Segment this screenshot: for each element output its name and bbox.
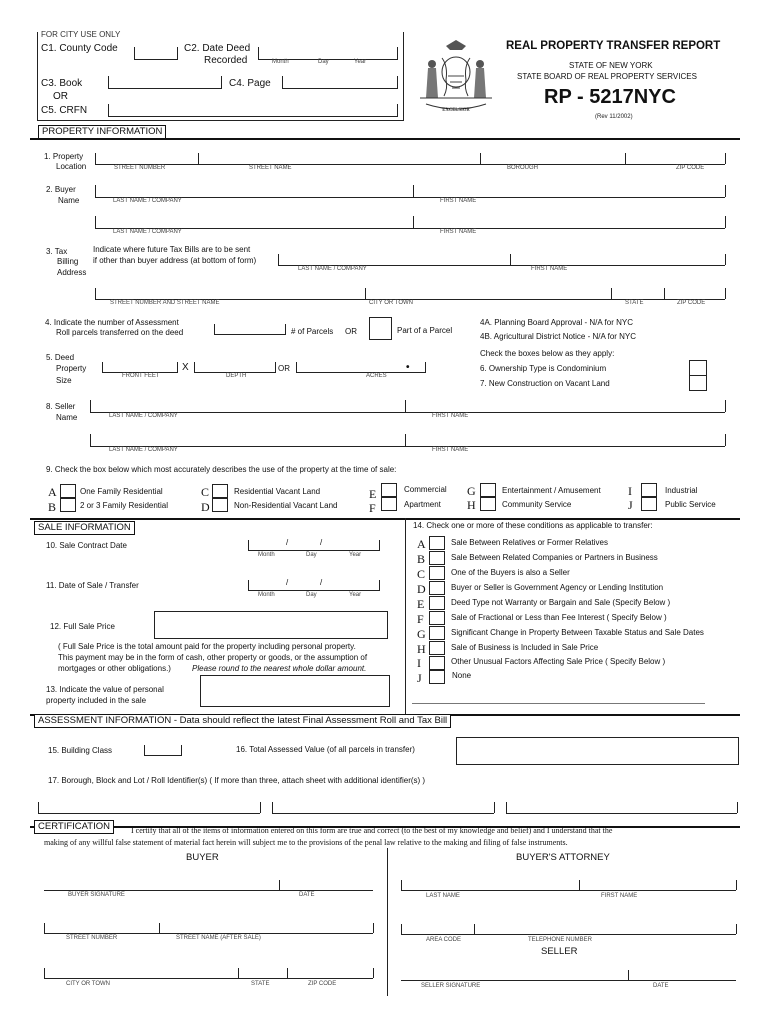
certification-text-1: I certify that all of the items of information entered on this form are true and correct (to the best of my knowledge and belief) and I understand that the (131, 826, 613, 835)
county-code-label: C1. County Code (41, 43, 118, 54)
parcels-count-field[interactable] (214, 324, 286, 335)
use-letter-e: E (369, 487, 377, 501)
seller-date-label: DATE (653, 983, 669, 989)
page-field[interactable] (282, 76, 398, 89)
section-rule (30, 518, 740, 520)
use-label-d: Non-Residential Vacant Land (234, 501, 338, 510)
condition-checkbox-j[interactable] (429, 670, 445, 684)
use-label-e: Commercial (404, 485, 447, 494)
q4b-label: 4B. Agricultural District Notice - N/A for NYC (480, 332, 637, 341)
use-label-j: Public Service (665, 500, 716, 509)
certification-text-2: making of any willful false statement of material fact herein will subject me to the provisions of the penal law relative to the making and filing of false instruments. (44, 838, 568, 847)
use-letter-j: J (628, 498, 633, 512)
q2-label: 2. Buyer (46, 185, 76, 194)
tick (664, 288, 665, 299)
tick (736, 924, 737, 934)
q3-note-1: Indicate where future Tax Bills are to be sent (93, 245, 251, 254)
tick (725, 288, 726, 299)
q5-label: 5. Deed (46, 353, 75, 362)
use-checkbox-i[interactable] (641, 483, 657, 497)
street-number-label: STREET NUMBER (114, 165, 166, 171)
month-label-2: Month (258, 552, 275, 558)
parcels-label: # of Parcels (291, 327, 334, 336)
use-label-a: One Family Residential (80, 487, 163, 496)
q7-label: 7. New Construction on Vacant Land (480, 379, 610, 388)
tick (159, 923, 160, 933)
use-letter-b: B (48, 500, 57, 514)
state-label: STATE (625, 300, 644, 306)
date-label: DATE (299, 892, 315, 898)
tick (287, 968, 288, 978)
last-name-label-4: LAST NAME / COMPANY (109, 413, 178, 419)
tick (238, 968, 239, 978)
buyer-city-line[interactable] (44, 978, 373, 979)
tick (405, 400, 406, 412)
tick (625, 153, 626, 164)
zip-label-2: ZIP CODE (677, 300, 706, 306)
tick (365, 288, 366, 299)
tick (494, 802, 495, 813)
crfn-field[interactable] (108, 104, 398, 117)
q17-label: 17. Borough, Block and Lot / Roll Identifier(s) ( If more than three, attach sheet with additional identifier(s) ) (48, 776, 426, 785)
year-label-3: Year (349, 592, 362, 598)
slash-icon: / (320, 578, 323, 587)
or-label-2: OR (345, 327, 357, 336)
condition-letter-d: D (417, 582, 426, 596)
depth-label: DEPTH (226, 373, 247, 379)
tick (272, 802, 273, 813)
condition-checkbox-a[interactable] (429, 536, 445, 550)
use-checkbox-b[interactable] (60, 498, 76, 512)
condition-letter-h: H (417, 642, 426, 656)
buyer-signature-line[interactable] (44, 890, 373, 891)
condition-checkbox-d[interactable] (429, 581, 445, 595)
tick (401, 924, 402, 934)
condition-label-g: Significant Change in Property Between Taxable Status and Sale Dates (451, 628, 704, 637)
use-checkbox-f[interactable] (381, 497, 397, 511)
section-assessment: ASSESSMENT INFORMATION - Data should reflect the latest Final Assessment Roll and Tax Bill (34, 714, 451, 728)
tick (480, 153, 481, 164)
telephone-label: TELEPHONE NUMBER (528, 937, 593, 943)
use-label-b: 2 or 3 Family Residential (80, 501, 169, 510)
full-sale-price-field[interactable] (154, 611, 388, 639)
condition-label-a: Sale Between Relatives or Former Relatives (451, 538, 608, 547)
section-sale: SALE INFORMATION (34, 521, 135, 535)
tick (198, 153, 199, 164)
q9-label: 9. Check the box below which most accurately describes the use of the property at the time of sale: (46, 465, 397, 474)
condition-label-h: Sale of Business is Included in Sale Price (451, 643, 599, 652)
tick (736, 880, 737, 890)
new-construction-checkbox[interactable] (689, 375, 707, 391)
condition-letter-f: F (417, 612, 424, 626)
q3-label: 3. Tax (46, 247, 68, 256)
tick (611, 288, 612, 299)
tick (279, 880, 280, 890)
slash-icon: / (286, 538, 289, 547)
use-checkbox-g[interactable] (480, 483, 496, 497)
sale-note-2: This payment may be in the form of cash, other property or goods, or the assumption of (58, 653, 368, 662)
condition-letter-g: G (417, 627, 426, 641)
buyer-heading: BUYER (186, 852, 219, 863)
day-label: Day (318, 59, 329, 65)
q1-label: 1. Property (44, 152, 84, 161)
q10-label: 10. Sale Contract Date (46, 541, 127, 550)
county-code-field[interactable] (134, 47, 178, 60)
last-name-label-2: LAST NAME / COMPANY (113, 229, 182, 235)
tick (405, 434, 406, 446)
condition-checkbox-g[interactable] (429, 626, 445, 640)
tick (725, 400, 726, 412)
attorney-heading: BUYER'S ATTORNEY (516, 852, 610, 863)
buyer-name-line-1[interactable] (95, 197, 725, 198)
first-name-label: FIRST NAME (440, 198, 477, 204)
tick (95, 185, 96, 197)
tick (260, 802, 261, 813)
attorney-phone-line[interactable] (401, 934, 736, 935)
zip-label: ZIP CODE (676, 165, 705, 171)
street-name-label: STREET NAME (249, 165, 292, 171)
personal-property-value-field[interactable] (200, 675, 390, 707)
buyer-signature-label: BUYER SIGNATURE (68, 892, 125, 898)
q5-label-c: Size (56, 376, 72, 385)
tick (579, 880, 580, 890)
condition-letter-e: E (417, 597, 425, 611)
tick (737, 802, 738, 813)
decimal-point-icon: • (406, 362, 410, 373)
condition-letter-c: C (417, 567, 426, 581)
zip-label-3: ZIP CODE (308, 981, 337, 987)
board-name: STATE BOARD OF REAL PROPERTY SERVICES (517, 72, 697, 81)
use-label-g: Entertainment / Amusement (502, 486, 601, 495)
q13-label: 13. Indicate the value of personal (46, 685, 164, 694)
tick (401, 880, 402, 890)
q13-label-b: property included in the sale (46, 696, 147, 705)
day-label-2: Day (306, 552, 317, 558)
tick (506, 802, 507, 813)
city-label: CITY OR TOWN (369, 300, 414, 306)
city-label-2: CITY OR TOWN (66, 981, 111, 987)
use-label-f: Apartment (404, 500, 441, 509)
tick (725, 434, 726, 446)
tick (90, 400, 91, 412)
tick (44, 923, 45, 933)
use-letter-i: I (628, 484, 632, 498)
identifier-field-1[interactable] (38, 813, 260, 814)
or-label-3: OR (278, 364, 290, 373)
use-letter-d: D (201, 500, 210, 514)
book-field[interactable] (108, 76, 222, 89)
sale-contract-date-field[interactable] (248, 540, 380, 551)
q2-label-b: Name (58, 196, 80, 205)
buyer-address-line[interactable] (44, 933, 373, 934)
q15-label: 15. Building Class (48, 746, 113, 755)
seal-text: EXCELSIOR (442, 108, 470, 113)
use-label-c: Residential Vacant Land (234, 487, 321, 496)
depth-field[interactable] (194, 362, 276, 373)
or-label: OR (53, 91, 68, 102)
condition-checkbox-f[interactable] (429, 611, 445, 625)
sale-note-3: mortgages or other obligations.) (58, 664, 171, 673)
total-assessed-value-field[interactable] (456, 737, 739, 765)
q11-label: 11. Date of Sale / Transfer (46, 581, 139, 590)
day-label-3: Day (306, 592, 317, 598)
slash-icon: / (320, 538, 323, 547)
first-name-label-3: FIRST NAME (531, 266, 568, 272)
state-label-2: STATE (251, 981, 270, 987)
condition-checkbox-i[interactable] (429, 656, 445, 670)
q4-label-b: Roll parcels transferred on the deed (56, 328, 184, 337)
identifier-field-2[interactable] (272, 813, 494, 814)
tick (413, 216, 414, 228)
use-letter-h: H (467, 498, 476, 512)
use-label-h: Community Service (502, 500, 572, 509)
seller-name-line-1[interactable] (90, 412, 725, 413)
last-name-label-3: LAST NAME / COMPANY (298, 266, 367, 272)
q5-label-b: Property (56, 364, 87, 373)
q12-label: 12. Full Sale Price (50, 622, 115, 631)
q4-label: 4. Indicate the number of Assessment (45, 318, 179, 327)
seller-signature-label: SELLER SIGNATURE (421, 983, 481, 989)
condition-letter-j: J (417, 671, 422, 685)
seller-signature-line[interactable] (401, 980, 736, 981)
condition-letter-i: I (417, 656, 421, 670)
tick (90, 434, 91, 446)
q14-label: 14. Check one or more of these conditions as applicable to transfer: (413, 521, 653, 530)
condominium-checkbox[interactable] (689, 360, 707, 376)
section-certification: CERTIFICATION (34, 820, 114, 834)
identifier-field-3[interactable] (506, 813, 737, 814)
condition-label-i: Other Unusual Factors Affecting Sale Price ( Specify Below ) (451, 657, 666, 666)
tick (278, 254, 279, 265)
q4a-label: 4A. Planning Board Approval - N/A for NYC (480, 318, 633, 327)
last-name-label-5: LAST NAME / COMPANY (109, 447, 178, 453)
page-label: C4. Page (229, 78, 271, 89)
tick (95, 216, 96, 228)
condition-label-d: Buyer or Seller is Government Agency or Lending Institution (451, 583, 664, 592)
use-checkbox-a[interactable] (60, 484, 76, 498)
month-label: Month (272, 59, 289, 65)
tick (95, 288, 96, 299)
condition-label-j: None (452, 671, 472, 680)
tick (38, 802, 39, 813)
tick (725, 153, 726, 164)
part-parcel-checkbox[interactable] (369, 317, 392, 340)
use-letter-c: C (201, 485, 210, 499)
use-label-i: Industrial (665, 486, 698, 495)
tick (373, 968, 374, 978)
use-checkbox-h[interactable] (480, 497, 496, 511)
certification-divider (387, 848, 388, 996)
form-number: RP - 5217NYC (544, 86, 676, 108)
condition-letter-a: A (417, 537, 426, 551)
front-feet-label: FRONT FEET (122, 373, 160, 379)
section-divider (405, 518, 406, 714)
tick (44, 968, 45, 978)
use-checkbox-j[interactable] (641, 497, 657, 511)
condition-letter-b: B (417, 552, 426, 566)
street-num-name-label: STREET NUMBER AND STREET NAME (110, 300, 220, 306)
tick (413, 185, 414, 197)
building-class-field[interactable] (144, 745, 182, 756)
tick (95, 153, 96, 164)
q1-label-b: Location (56, 162, 87, 171)
area-code-label: AREA CODE (426, 937, 462, 943)
tick (474, 924, 475, 934)
crfn-label: C5. CRFN (41, 105, 88, 116)
first-name-label-2: FIRST NAME (440, 229, 477, 235)
q3-label-c: Address (57, 268, 87, 277)
condition-label-f: Sale of Fractional or Less than Fee Interest ( Specify Below ) (451, 613, 667, 622)
specify-line[interactable] (412, 703, 705, 704)
city-use-label: FOR CITY USE ONLY (41, 30, 121, 39)
x-label: X (182, 362, 189, 373)
tick (725, 185, 726, 197)
condition-label-c: One of the Buyers is also a Seller (451, 568, 570, 577)
buyer-name-line-2[interactable] (95, 228, 725, 229)
first-name-label-5: FIRST NAME (432, 447, 469, 453)
condition-checkbox-c[interactable] (429, 566, 445, 580)
month-label-3: Month (258, 592, 275, 598)
tick (628, 970, 629, 980)
state-name: STATE OF NEW YORK (569, 61, 653, 70)
revision: (Rev 11/2002) (595, 114, 633, 120)
date-deed-label: C2. Date Deed (184, 43, 251, 54)
q8-label-b: Name (56, 413, 78, 422)
q8-label: 8. Seller (46, 402, 76, 411)
seller-heading: SELLER (541, 946, 578, 957)
recorded-label: Recorded (204, 55, 248, 66)
attorney-name-line[interactable] (401, 890, 736, 891)
acres-label: ACRES (366, 373, 387, 379)
book-label: C3. Book (41, 78, 83, 89)
q3-label-b: Billing (57, 257, 79, 266)
part-parcel-label: Part of a Parcel (397, 326, 453, 335)
tick (725, 254, 726, 265)
use-letter-a: A (48, 485, 57, 499)
attorney-last-name-label: LAST NAME (426, 893, 460, 899)
form-title: REAL PROPERTY TRANSFER REPORT (506, 40, 721, 52)
sale-date-field[interactable] (248, 580, 380, 591)
q3-note-2: if other than buyer address (at bottom of form) (93, 256, 257, 265)
front-feet-field[interactable] (102, 362, 178, 373)
tick (510, 254, 511, 265)
use-letter-g: G (467, 484, 476, 498)
year-label: Year (354, 59, 367, 65)
condition-label-b: Sale Between Related Companies or Partners in Business (451, 553, 658, 562)
section-property: PROPERTY INFORMATION (38, 125, 166, 139)
use-checkbox-d[interactable] (212, 498, 228, 512)
use-letter-f: F (369, 501, 376, 515)
sale-note-1: ( Full Sale Price is the total amount paid for the property including personal property. (58, 642, 356, 651)
attorney-first-name-label: FIRST NAME (601, 893, 638, 899)
street-name-after-sale-label: STREET NAME (AFTER SALE) (176, 935, 261, 941)
condition-checkbox-b[interactable] (429, 551, 445, 565)
tick (373, 923, 374, 933)
condition-checkbox-h[interactable] (429, 641, 445, 655)
last-name-label: LAST NAME / COMPANY (113, 198, 182, 204)
q16-label: 16. Total Assessed Value (of all parcels in transfer) (236, 745, 415, 754)
seller-name-line-2[interactable] (90, 446, 725, 447)
q6-label: 6. Ownership Type is Condominium (480, 364, 607, 373)
property-location-line[interactable] (95, 164, 725, 165)
street-number-label-2: STREET NUMBER (66, 935, 118, 941)
use-checkbox-e[interactable] (381, 483, 397, 497)
slash-icon: / (286, 578, 289, 587)
borough-label: BOROUGH (507, 165, 539, 171)
tick (725, 216, 726, 228)
check-boxes-label: Check the boxes below as they apply: (480, 349, 615, 358)
use-checkbox-c[interactable] (212, 484, 228, 498)
condition-checkbox-e[interactable] (429, 596, 445, 610)
condition-label-e: Deed Type not Warranty or Bargain and Sale (Specify Below ) (451, 598, 671, 607)
sale-note-4: Please round to the nearest whole dollar amount. (192, 664, 367, 673)
year-label-2: Year (349, 552, 362, 558)
state-seal-icon (412, 36, 500, 118)
first-name-label-4: FIRST NAME (432, 413, 469, 419)
